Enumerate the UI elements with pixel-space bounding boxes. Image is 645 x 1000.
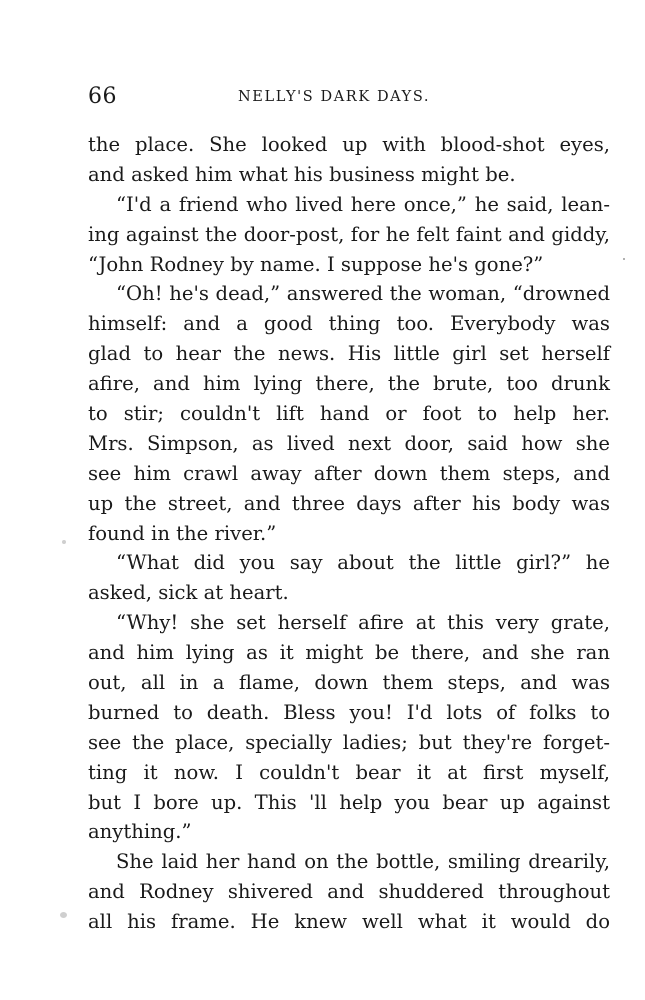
paper-speck [623,258,625,260]
text-line: Mrs. Simpson, as lived next door, said how she [88,431,610,455]
text-line: himself: and a good thing too. Everybody was [88,312,610,336]
text-line: see him crawl away after down them steps, and [88,461,610,485]
body-text [88,130,610,937]
text-line: “John Rodney by name. I suppose he's gone?” [88,252,544,276]
text-line: “Why! she set herself afire at this very grate, [116,611,610,635]
text-line: glad to hear the news. His little girl set herself [88,342,610,366]
text-line: asked, sick at heart. [88,581,289,605]
page-header [88,84,608,114]
text-line: “I'd a friend who lived here once,” he said, lean- [116,192,610,216]
text-line: “What did you say about the little girl?” he [116,551,610,575]
text-line: see the place, specially ladies; but they're forget- [88,730,610,754]
text-line: the place. She looked up with blood-shot eyes, [88,133,610,156]
text-line: “Oh! he's dead,” answered the woman, “drowned [116,282,610,306]
text-line: and Rodney shivered and shuddered throughout [88,880,610,904]
text-line: burned to death. Bless you! I'd lots of folks to [88,700,610,724]
text-line: to stir; couldn't lift hand or foot to help her. [88,402,610,426]
text-line: but I bore up. This 'll help you bear up against [88,790,610,814]
text-line: afire, and him lying there, the brute, too drunk [88,372,610,396]
text-line: up the street, and three days after his body was [88,491,610,515]
text-line: found in the river.” [88,521,277,545]
text-line: She laid her hand on the bottle, smiling drearily, [116,850,610,874]
page-number: 66 [88,84,117,109]
text-line: all his frame. He knew well what it would do [88,910,610,934]
paper-speck [62,540,66,544]
text-line: anything.” [88,820,192,844]
text-line: ing against the door-post, for he felt faint and giddy, [88,222,610,246]
text-line: and him lying as it might be there, and she ran [88,641,610,665]
text-line: ting it now. I couldn't bear it at first myself, [88,760,610,784]
text-line: and asked him what his business might be. [88,162,516,186]
text-line: out, all in a flame, down them steps, and was [88,671,610,695]
running-title: NELLY'S DARK DAYS. [238,89,431,105]
paper-speck [60,912,67,918]
